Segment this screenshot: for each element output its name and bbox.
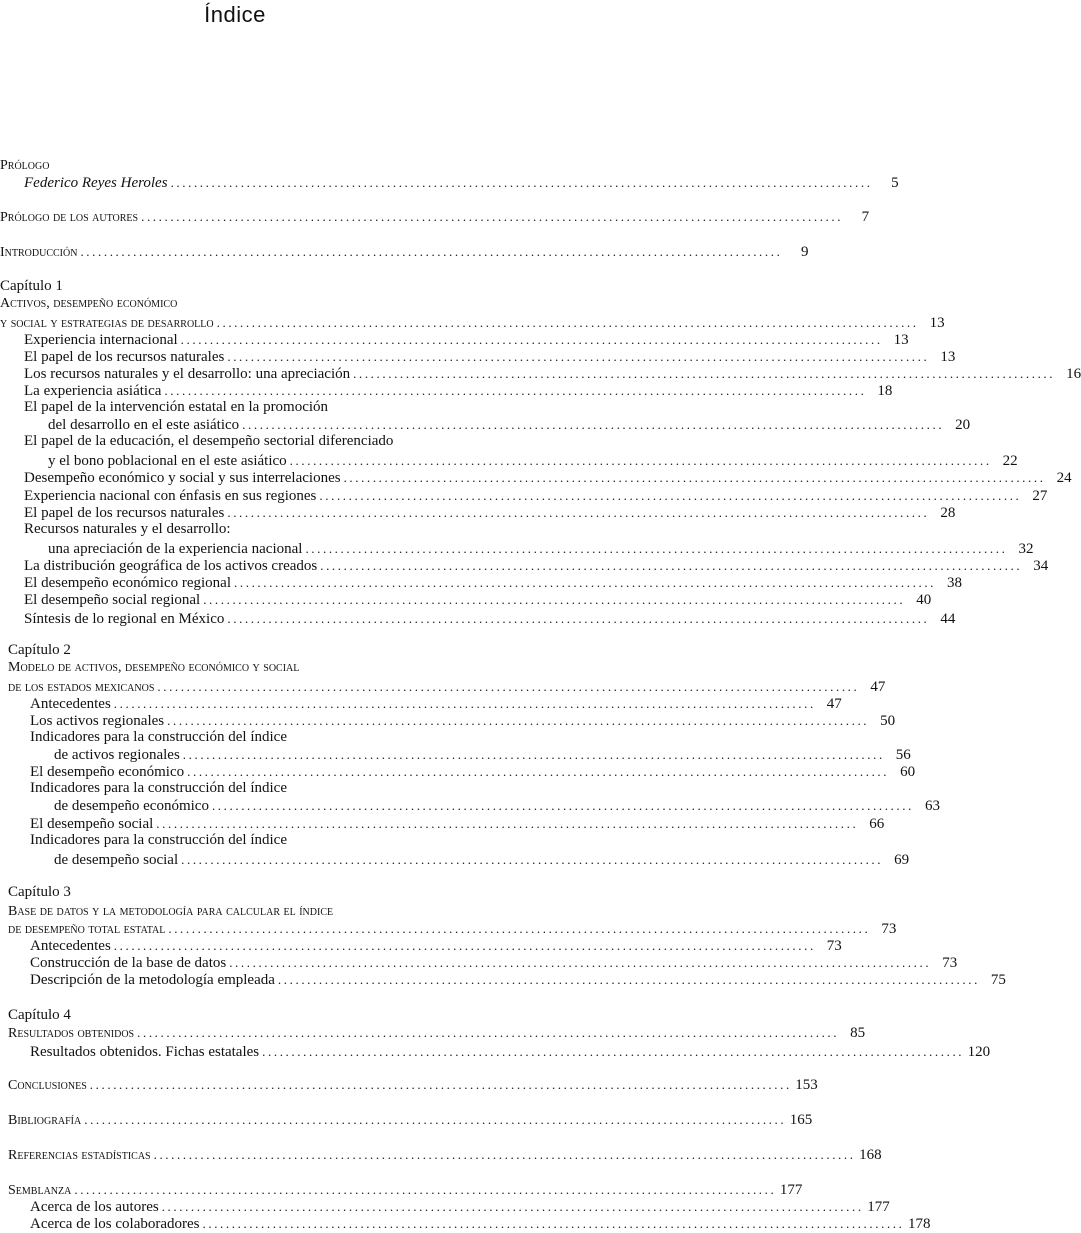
toc-entry-title: El desempeño económico [30, 764, 185, 780]
toc-entry-base-de-datos-y-la-metodologia-para-calc [8, 903, 333, 920]
toc-entry-antecedentes [30, 937, 842, 955]
toc-entry-y-el-bono-poblacional-en-el-este-asiatic [48, 452, 1018, 470]
dot-leader: ........................................................................................................................ [182, 747, 885, 762]
toc-page-number: 34 [1033, 558, 1049, 574]
toc-page-number: 28 [940, 505, 956, 521]
dot-leader: ........................................................................................................................ [227, 505, 930, 520]
toc-entry-referencias-estadisticas [8, 1146, 882, 1164]
toc-entry-title: Modelo de activos, desempeño económico y social [8, 660, 300, 675]
toc-entry-bibliografia [8, 1111, 813, 1129]
toc-entry-title: Resultados obtenidos. Fichas estatales [30, 1044, 260, 1060]
toc-entry-descripcion-de-la-metodologia-empleada [30, 971, 1006, 989]
toc-page-number: 73 [826, 938, 842, 954]
toc-page-number: 178 [908, 1216, 931, 1232]
dot-leader: ........................................................................................................................ [180, 332, 883, 347]
toc-entry-capitulo-1 [0, 278, 63, 295]
toc-page-number: 16 [1066, 366, 1081, 382]
toc-entry-title: Federico Reyes Heroles [24, 175, 168, 191]
toc-entry-title: El papel de la educación, el desempeño sectorial diferenciado [24, 433, 394, 449]
toc-page-number: 44 [940, 611, 956, 627]
dot-leader: ........................................................................................................................ [289, 453, 992, 468]
toc-page-number: 47 [826, 696, 842, 712]
toc-entry-recursos-naturales-y-el-desarrollo [24, 521, 231, 538]
dot-leader: ........................................................................................................................ [157, 679, 860, 694]
toc-entry-title: Antecedentes [30, 938, 111, 954]
toc-entry-title: Los recursos naturales y el desarrollo: una apreciación [24, 366, 351, 382]
toc-entry-el-papel-de-la-educacion-el-desempeno-se [24, 433, 393, 450]
toc-page-number: 18 [877, 383, 893, 399]
toc-entry-del-desarrollo-en-el-este-asiatico [48, 416, 971, 434]
dot-leader: ........................................................................................................................ [229, 955, 932, 970]
toc-page-number: 40 [916, 592, 932, 608]
toc-entry-title: Capítulo 1 [0, 278, 63, 294]
dot-leader: ........................................................................................................................ [262, 1044, 965, 1059]
toc-entry-la-distribucion-geografica-de-los-activo [24, 557, 1049, 575]
toc-entry-title: Semblanza [8, 1183, 72, 1198]
toc-entry-indicadores-para-la-construccion-del-ind [30, 832, 287, 849]
toc-entry-title: Antecedentes [30, 696, 111, 712]
toc-entry-title: Base de datos y la metodología para calcular el índice [8, 904, 334, 919]
toc-entry-indicadores-para-la-construccion-del-ind [30, 729, 287, 746]
toc-entry-el-desempeno-social [30, 815, 885, 833]
toc-entry-title: Recursos naturales y el desarrollo: [24, 521, 231, 537]
toc-page-number: 177 [779, 1182, 803, 1198]
toc-entry-title: El desempeño social [30, 816, 154, 832]
toc-entry-title: El desempeño social regional [24, 592, 201, 608]
toc-entry-title: Experiencia internacional [24, 332, 178, 348]
dot-leader: ........................................................................................................................ [211, 798, 914, 813]
dot-leader: ........................................................................................................................ [203, 592, 906, 607]
toc-entry-modelo-de-activos-desempeno-economico-y- [8, 659, 299, 676]
toc-entry-una-apreciacion-de-la-experiencia-nacion [48, 540, 1034, 558]
toc-entry-title: de desempeño económico [54, 798, 209, 814]
dot-leader: ........................................................................................................................ [84, 1112, 787, 1127]
toc-page-number: 13 [929, 315, 945, 331]
toc-entry-title: una apreciación de la experiencia nacional [48, 541, 303, 557]
dot-leader: ........................................................................................................................ [164, 383, 867, 398]
dot-leader: ........................................................................................................................ [242, 417, 945, 432]
dot-leader: ........................................................................................................................ [137, 1025, 840, 1040]
toc-entry-title: de desempeño total estatal [8, 922, 166, 937]
toc-page-number: 7 [861, 209, 870, 225]
toc-page-number: 47 [870, 679, 886, 695]
dot-leader: ........................................................................................................................ [343, 470, 1046, 485]
toc-entry-de-los-estados-mexicanos [8, 678, 886, 696]
dot-leader: ........................................................................................................................ [170, 175, 873, 190]
toc-entry-el-papel-de-los-recursos-naturales [24, 504, 956, 522]
toc-entry-acerca-de-los-colaboradores [30, 1215, 931, 1233]
toc-entry-el-desempeno-social-regional [24, 591, 932, 609]
toc-page-number: 24 [1056, 470, 1072, 486]
toc-entry-title: Construcción de la base de datos [30, 955, 227, 971]
toc-entry-los-recursos-naturales-y-el-desarrollo-u [24, 365, 1081, 383]
toc-page-number: 27 [1032, 488, 1048, 504]
toc-page-number: 73 [942, 955, 958, 971]
toc-entry-title: El papel de los recursos naturales [24, 505, 225, 521]
toc-page-number: 50 [880, 713, 896, 729]
toc-entry-el-desempeno-economico [30, 763, 916, 781]
toc-entry-acerca-de-los-autores [30, 1198, 890, 1216]
dot-leader: ........................................................................................................................ [234, 575, 937, 590]
toc-entry-capitulo-3 [8, 884, 71, 901]
toc-entry-title: Desempeño económico y social y sus interrelaciones [24, 470, 341, 486]
toc-entry-resultados-obtenidos-fichas-estatales [30, 1043, 991, 1061]
dot-leader: ........................................................................................................................ [153, 1147, 856, 1162]
toc-entry-de-activos-regionales [54, 746, 911, 764]
dot-leader: ........................................................................................................................ [113, 938, 816, 953]
toc-entry-conclusiones [8, 1076, 818, 1094]
toc-entry-semblanza [8, 1181, 803, 1199]
dot-leader: ........................................................................................................................ [319, 488, 1022, 503]
toc-entry-title: de activos regionales [54, 747, 180, 763]
toc-entry-title: La experiencia asiática [24, 383, 162, 399]
dot-leader: ........................................................................................................................ [113, 696, 816, 711]
toc-entry-title: Descripción de la metodología empleada [30, 972, 275, 988]
toc-entry-title: Introducción [0, 245, 78, 260]
toc-entry-title: de los estados mexicanos [8, 680, 155, 695]
toc-entry-la-experiencia-asiatica [24, 382, 893, 400]
toc-entry-prologo-de-los-autores [0, 208, 870, 226]
toc-page-number: 22 [1002, 453, 1018, 469]
toc-entry-y-social-y-estrategias-de-desarrollo [0, 314, 945, 332]
dot-leader: ........................................................................................................................ [216, 315, 919, 330]
dot-leader: ........................................................................................................................ [168, 921, 871, 936]
toc-entry-title: La distribución geográfica de los activos creados [24, 558, 318, 574]
dot-leader: ........................................................................................................................ [80, 244, 783, 259]
toc-entry-federico-reyes-heroles [24, 174, 899, 192]
toc-page-number: 75 [990, 972, 1006, 988]
toc-page-number: 73 [881, 921, 897, 937]
toc-page-number: 153 [795, 1077, 818, 1093]
toc-page-number: 168 [859, 1147, 882, 1163]
toc-entry-de-desempeno-economico [54, 797, 940, 815]
toc-page-number: 56 [895, 747, 911, 763]
dot-leader: ........................................................................................................................ [141, 209, 844, 224]
toc-entry-title: Bibliografía [8, 1113, 82, 1128]
toc-page-number: 13 [940, 349, 956, 365]
toc-entry-title: Indicadores para la construcción del índice [30, 832, 287, 848]
toc-entry-title: Acerca de los autores [30, 1199, 159, 1215]
page-title: Índice [204, 2, 266, 27]
toc-entry-title: El papel de los recursos naturales [24, 349, 225, 365]
toc-entry-title: Prólogo de los autores [0, 210, 139, 225]
toc-page-number: 66 [869, 816, 885, 832]
toc-entry-title: Capítulo 4 [8, 1007, 71, 1023]
toc-entry-activos-desempeno-economico [0, 295, 177, 312]
toc-entry-el-desempeno-economico-regional [24, 574, 963, 592]
toc-entry-capitulo-2 [8, 642, 71, 659]
toc-page-number: 38 [947, 575, 963, 591]
dot-leader: ........................................................................................................................ [89, 1077, 792, 1092]
dot-leader: ........................................................................................................................ [74, 1182, 777, 1197]
dot-leader: ........................................................................................................................ [161, 1199, 864, 1214]
toc-entry-title: Síntesis de lo regional en México [24, 611, 225, 627]
toc-entry-title: Indicadores para la construcción del índice [30, 780, 287, 796]
dot-leader: ........................................................................................................................ [277, 972, 980, 987]
toc-page-number: 9 [800, 244, 809, 260]
dot-leader: ........................................................................................................................ [156, 816, 859, 831]
toc-entry-sintesis-de-lo-regional-en-mexico [24, 610, 956, 628]
toc-page-number: 165 [789, 1112, 813, 1128]
toc-page-number: 20 [955, 417, 971, 433]
dot-leader: ........................................................................................................................ [320, 558, 1023, 573]
toc-page-number: 32 [1018, 541, 1034, 557]
toc-entry-title: El desempeño económico regional [24, 575, 232, 591]
toc-entry-title: Activos, desempeño económico [0, 296, 178, 311]
toc-entry-introduccion [0, 243, 809, 261]
toc-entry-de-desempeno-social [54, 851, 910, 869]
toc-entry-title: de desempeño social [54, 852, 179, 868]
toc-entry-title: Prólogo [0, 158, 50, 173]
toc-entry-title: Resultados obtenidos [8, 1026, 135, 1041]
toc-entry-title: Capítulo 3 [8, 884, 71, 900]
toc-page-number: 13 [893, 332, 909, 348]
toc-entry-title: Indicadores para la construcción del índice [30, 729, 287, 745]
toc-page-number: 120 [967, 1044, 991, 1060]
toc-entry-title: Capítulo 2 [8, 642, 71, 658]
toc-page-number: 177 [867, 1199, 890, 1215]
toc-entry-title: y social y estrategias de desarrollo [0, 316, 214, 331]
toc-page-number: 69 [894, 852, 910, 868]
dot-leader: ........................................................................................................................ [227, 611, 930, 626]
toc-entry-title: Los activos regionales [30, 713, 165, 729]
toc-entry-title: del desarrollo en el este asiático [48, 417, 240, 433]
toc-entry-title: El papel de la intervención estatal en la promoción [24, 399, 329, 415]
dot-leader: ........................................................................................................................ [202, 1216, 905, 1231]
toc-page-number: 63 [924, 798, 940, 814]
toc-page-number: 5 [891, 175, 899, 191]
dot-leader: ........................................................................................................................ [305, 541, 1008, 556]
dot-leader: ........................................................................................................................ [353, 366, 1056, 381]
toc-entry-capitulo-4 [8, 1007, 71, 1024]
toc-entry-title: Acerca de los colaboradores [30, 1216, 200, 1232]
toc-entry-antecedentes [30, 695, 842, 713]
toc-entry-indicadores-para-la-construccion-del-ind [30, 780, 287, 797]
toc-entry-title: Referencias estadísticas [8, 1148, 151, 1163]
dot-leader: ........................................................................................................................ [187, 764, 890, 779]
toc-entry-el-papel-de-la-intervencion-estatal-en-l [24, 399, 328, 416]
toc-entry-title: Experiencia nacional con énfasis en sus regiones [24, 488, 317, 504]
toc-entry-el-papel-de-los-recursos-naturales [24, 348, 956, 366]
toc-entry-desempeno-economico-y-social-y-sus-inter [24, 469, 1072, 487]
toc-entry-title: Conclusiones [8, 1078, 87, 1093]
toc-entry-resultados-obtenidos [8, 1024, 866, 1042]
dot-leader: ........................................................................................................................ [181, 852, 884, 867]
toc-page-number: 60 [900, 764, 916, 780]
toc-entry-de-desempeno-total-estatal [8, 920, 897, 938]
toc-entry-experiencia-nacional-con-enfasis-en-sus- [24, 487, 1048, 505]
dot-leader: ........................................................................................................................ [167, 713, 870, 728]
dot-leader: ........................................................................................................................ [227, 349, 930, 364]
toc-entry-title: y el bono poblacional en el este asiático [48, 453, 287, 469]
toc-entry-experiencia-internacional [24, 331, 909, 349]
toc-entry-los-activos-regionales [30, 712, 896, 730]
toc-entry-construccion-de-la-base-de-datos [30, 954, 958, 972]
toc-page-number: 85 [850, 1025, 866, 1041]
toc-entry-prologo [0, 157, 49, 174]
